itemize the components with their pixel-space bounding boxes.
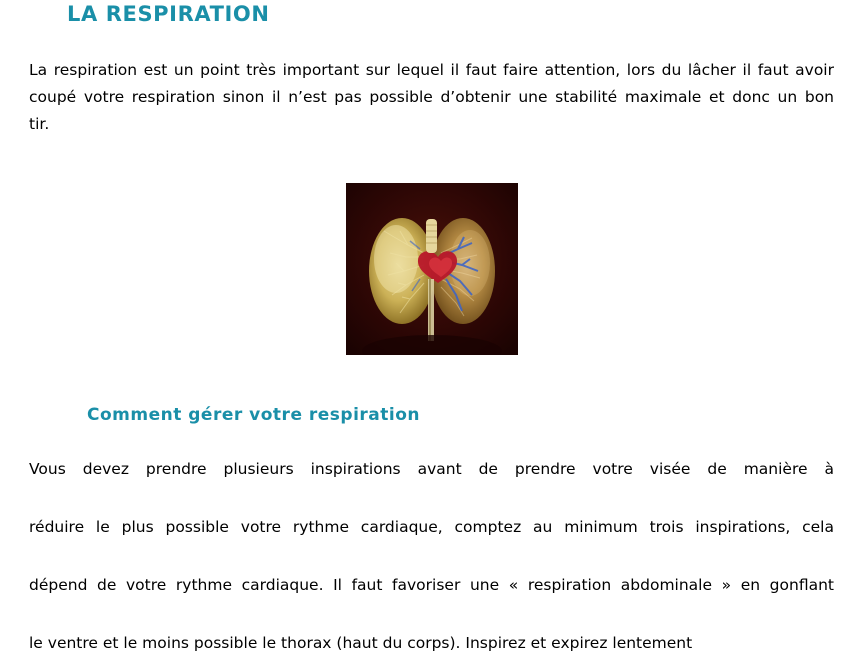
intro-paragraph: La respiration est un point très important sur lequel il faut faire attention, lors du lâcher il faut avoir coupé votre respiration sinon il n’est pas possible d’obtenir une stabilité maximale et donc un bon tir. (29, 61, 834, 133)
body-paragraph-line: Vous devez prendre plusieurs inspirations avant de prendre votre visée de manière à (29, 460, 834, 478)
human-lungs-photograph (346, 183, 518, 355)
body-paragraph-line: dépend de votre rythme cardiaque. Il faut favoriser une « respiration abdominale » en gonflant (29, 576, 834, 594)
body-paragraph-line: le ventre et le moins possible le thorax (haut du corps). Inspirez et expirez lentement (29, 634, 693, 652)
body-paragraph-line: réduire le plus possible votre rythme cardiaque, comptez au minimum trois inspirations, cela (29, 518, 834, 536)
lungs-figure (346, 183, 518, 355)
body-paragraph (29, 455, 834, 658)
page-title: LA RESPIRATION (67, 2, 270, 26)
section-subheading: Comment gérer votre respiration (87, 405, 421, 425)
